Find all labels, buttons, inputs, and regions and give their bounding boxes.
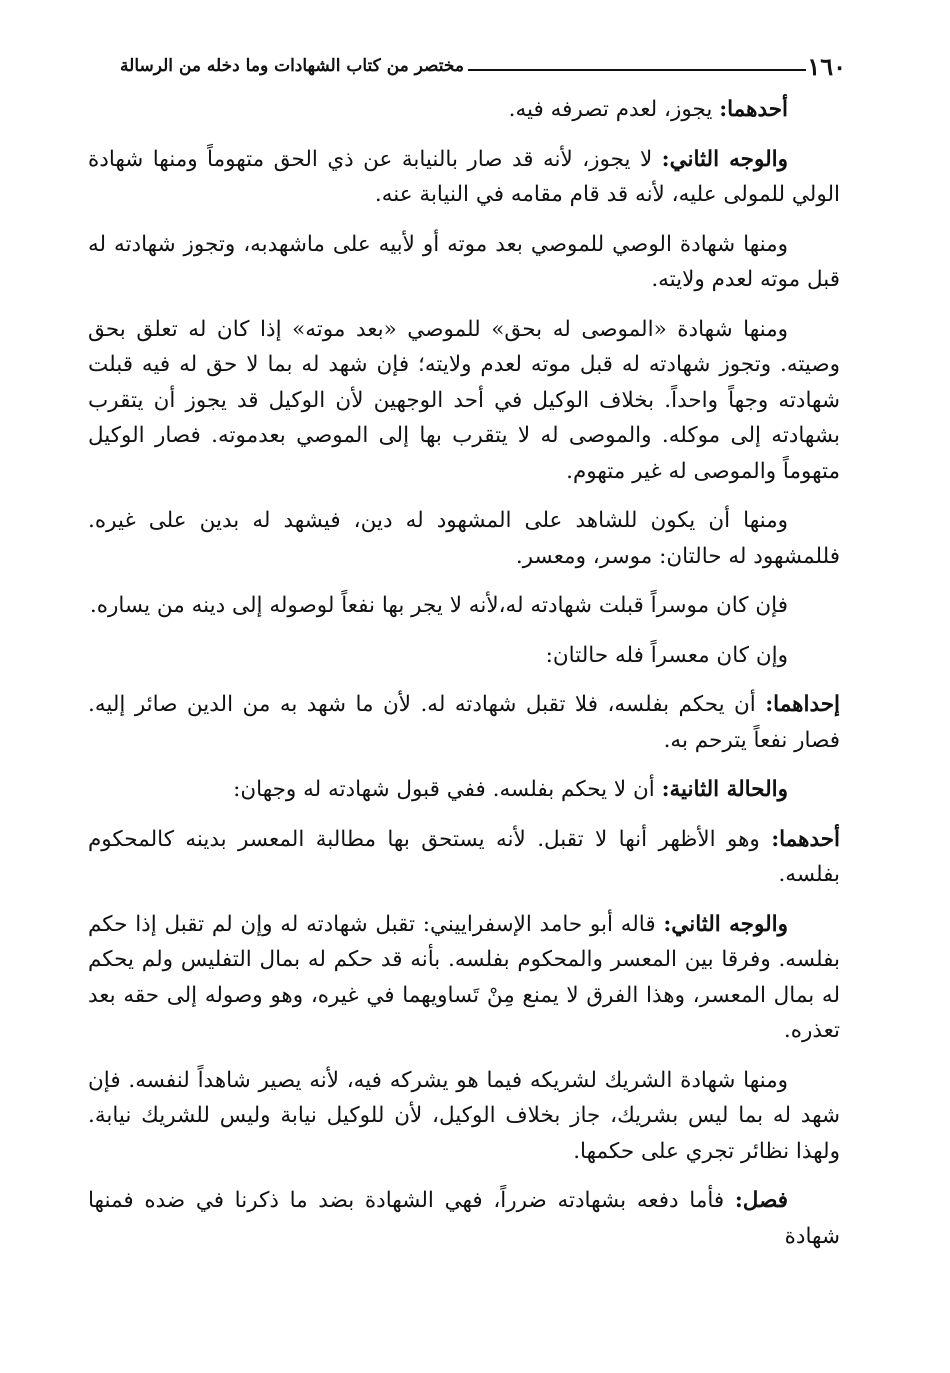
running-title: مختصر من كتاب الشهادات وما دخله من الرسالة <box>120 56 464 76</box>
paragraph <box>88 687 840 758</box>
header-rule <box>468 69 806 71</box>
paragraph <box>88 503 840 574</box>
paragraph-text: أن لا يحكم بفلسه. ففي قبول شهادته له وجهان: <box>233 777 662 802</box>
paragraph-text: فأما دفعه بشهادته ضرراً، فهي الشهادة بضد ما ذكرنا في ضده فمنها شهادة <box>88 1188 840 1249</box>
paragraph-text: قاله أبو حامد الإسفراييني: تقبل شهادته له وإن لم تقبل إذا حكم بفلسه. وفرقا بين المعسر والمحكوم بفلسه. بأنه قد حكم له بمال التفليس ولم يحكم له بمال المعسر، وهذا الفرق لا يمنع مِنْ تَساويهما في غيره، وهو وصوله إلى حقه بعد تعذره. <box>88 911 840 1043</box>
paragraph-text: وإن كان معسراً فله حالتان: <box>545 642 788 668</box>
paragraph-text: ومنها شهادة الشريك لشريكه فيما هو يشركه فيه، لأنه يصير شاهداً لنفسه. فإن شهد له بما ليس بشريك، جاز بخلاف الوكيل، لأن للوكيل نيابة وليس للشريك نيابة. ولهذا نظائر تجري على حكمها. <box>88 1067 840 1164</box>
page-header <box>0 52 950 92</box>
paragraph-lead: أحدهما: <box>771 826 840 852</box>
paragraph-text: ومنها شهادة الوصي للموصي بعد موته أو لأبيه على ماشهدبه، وتجوز شهادته له قبل موته لعدم ولايته. <box>88 231 840 292</box>
paragraph <box>88 312 840 490</box>
paragraph-lead: والحالة الثانية: <box>661 777 788 802</box>
paragraph-text: أن يحكم بفلسه، فلا تقبل شهادته له. لأن ما شهد به من الدين صائر إليه. فصار نفعاً يترحم به. <box>88 692 840 753</box>
paragraph-text: لا يجوز، لأنه قد صار بالنيابة عن ذي الحق متهوماً ومنها شهادة الولي للمولى عليه، لأنه قد قام مقامه في النيابة عنه. <box>88 146 840 207</box>
paragraph-text: وهو الأظهر أنها لا تقبل. لأنه يستحق بها مطالبة المعسر بدينه كالمحكوم بفلسه. <box>88 826 840 887</box>
paragraph-text: ومنها شهادة «الموصى له بحق» للموصي «بعد موته» إذا كان له تعلق بحق وصيته. وتجوز شهادته له قبل موته لعدم ولايته؛ فإن شهد له بما لا حق له فيه قبلت شهادته وجهاً واحداً. بخلاف الوكيل في أحد الوجهين لأن الوكيل قد يجوز أن يتقرب بشهادته إلى موكله. والموصى له لا يتقرب بها إلى الموصي بعدموته. فصار الوكيل متهوماً والموصى له غير متهوم. <box>88 316 840 484</box>
paragraph-text: ومنها أن يكون للشاهد على المشهود له دين، فيشهد له بدين على غيره. فللمشهود له حالتان: موسر، ومعسر. <box>88 508 840 569</box>
page-number: ١٦٠ <box>807 52 846 81</box>
paragraph <box>88 142 840 213</box>
paragraph <box>88 588 840 624</box>
paragraph <box>88 92 840 128</box>
paragraph <box>88 1183 840 1254</box>
paragraph-lead: والوجه الثاني: <box>661 146 788 172</box>
paragraph <box>88 822 840 893</box>
paragraph <box>88 227 840 298</box>
paragraph <box>88 638 840 674</box>
paragraph <box>88 1063 840 1170</box>
paragraph-lead: أحدهما: <box>719 97 788 122</box>
paragraph-text: يجوز، لعدم تصرفه فيه. <box>508 97 720 122</box>
page-body <box>88 92 840 1268</box>
paragraph <box>88 772 840 808</box>
paragraph-lead: والوجه الثاني: <box>663 911 788 937</box>
paragraph <box>88 907 840 1049</box>
paragraph-lead: فصل: <box>734 1188 788 1213</box>
paragraph-lead: إحداهما: <box>765 692 840 717</box>
paragraph-text: فإن كان موسراً قبلت شهادته له،لأنه لا يجر بها نفعاً لوصوله إلى دينه من يساره. <box>89 593 788 618</box>
